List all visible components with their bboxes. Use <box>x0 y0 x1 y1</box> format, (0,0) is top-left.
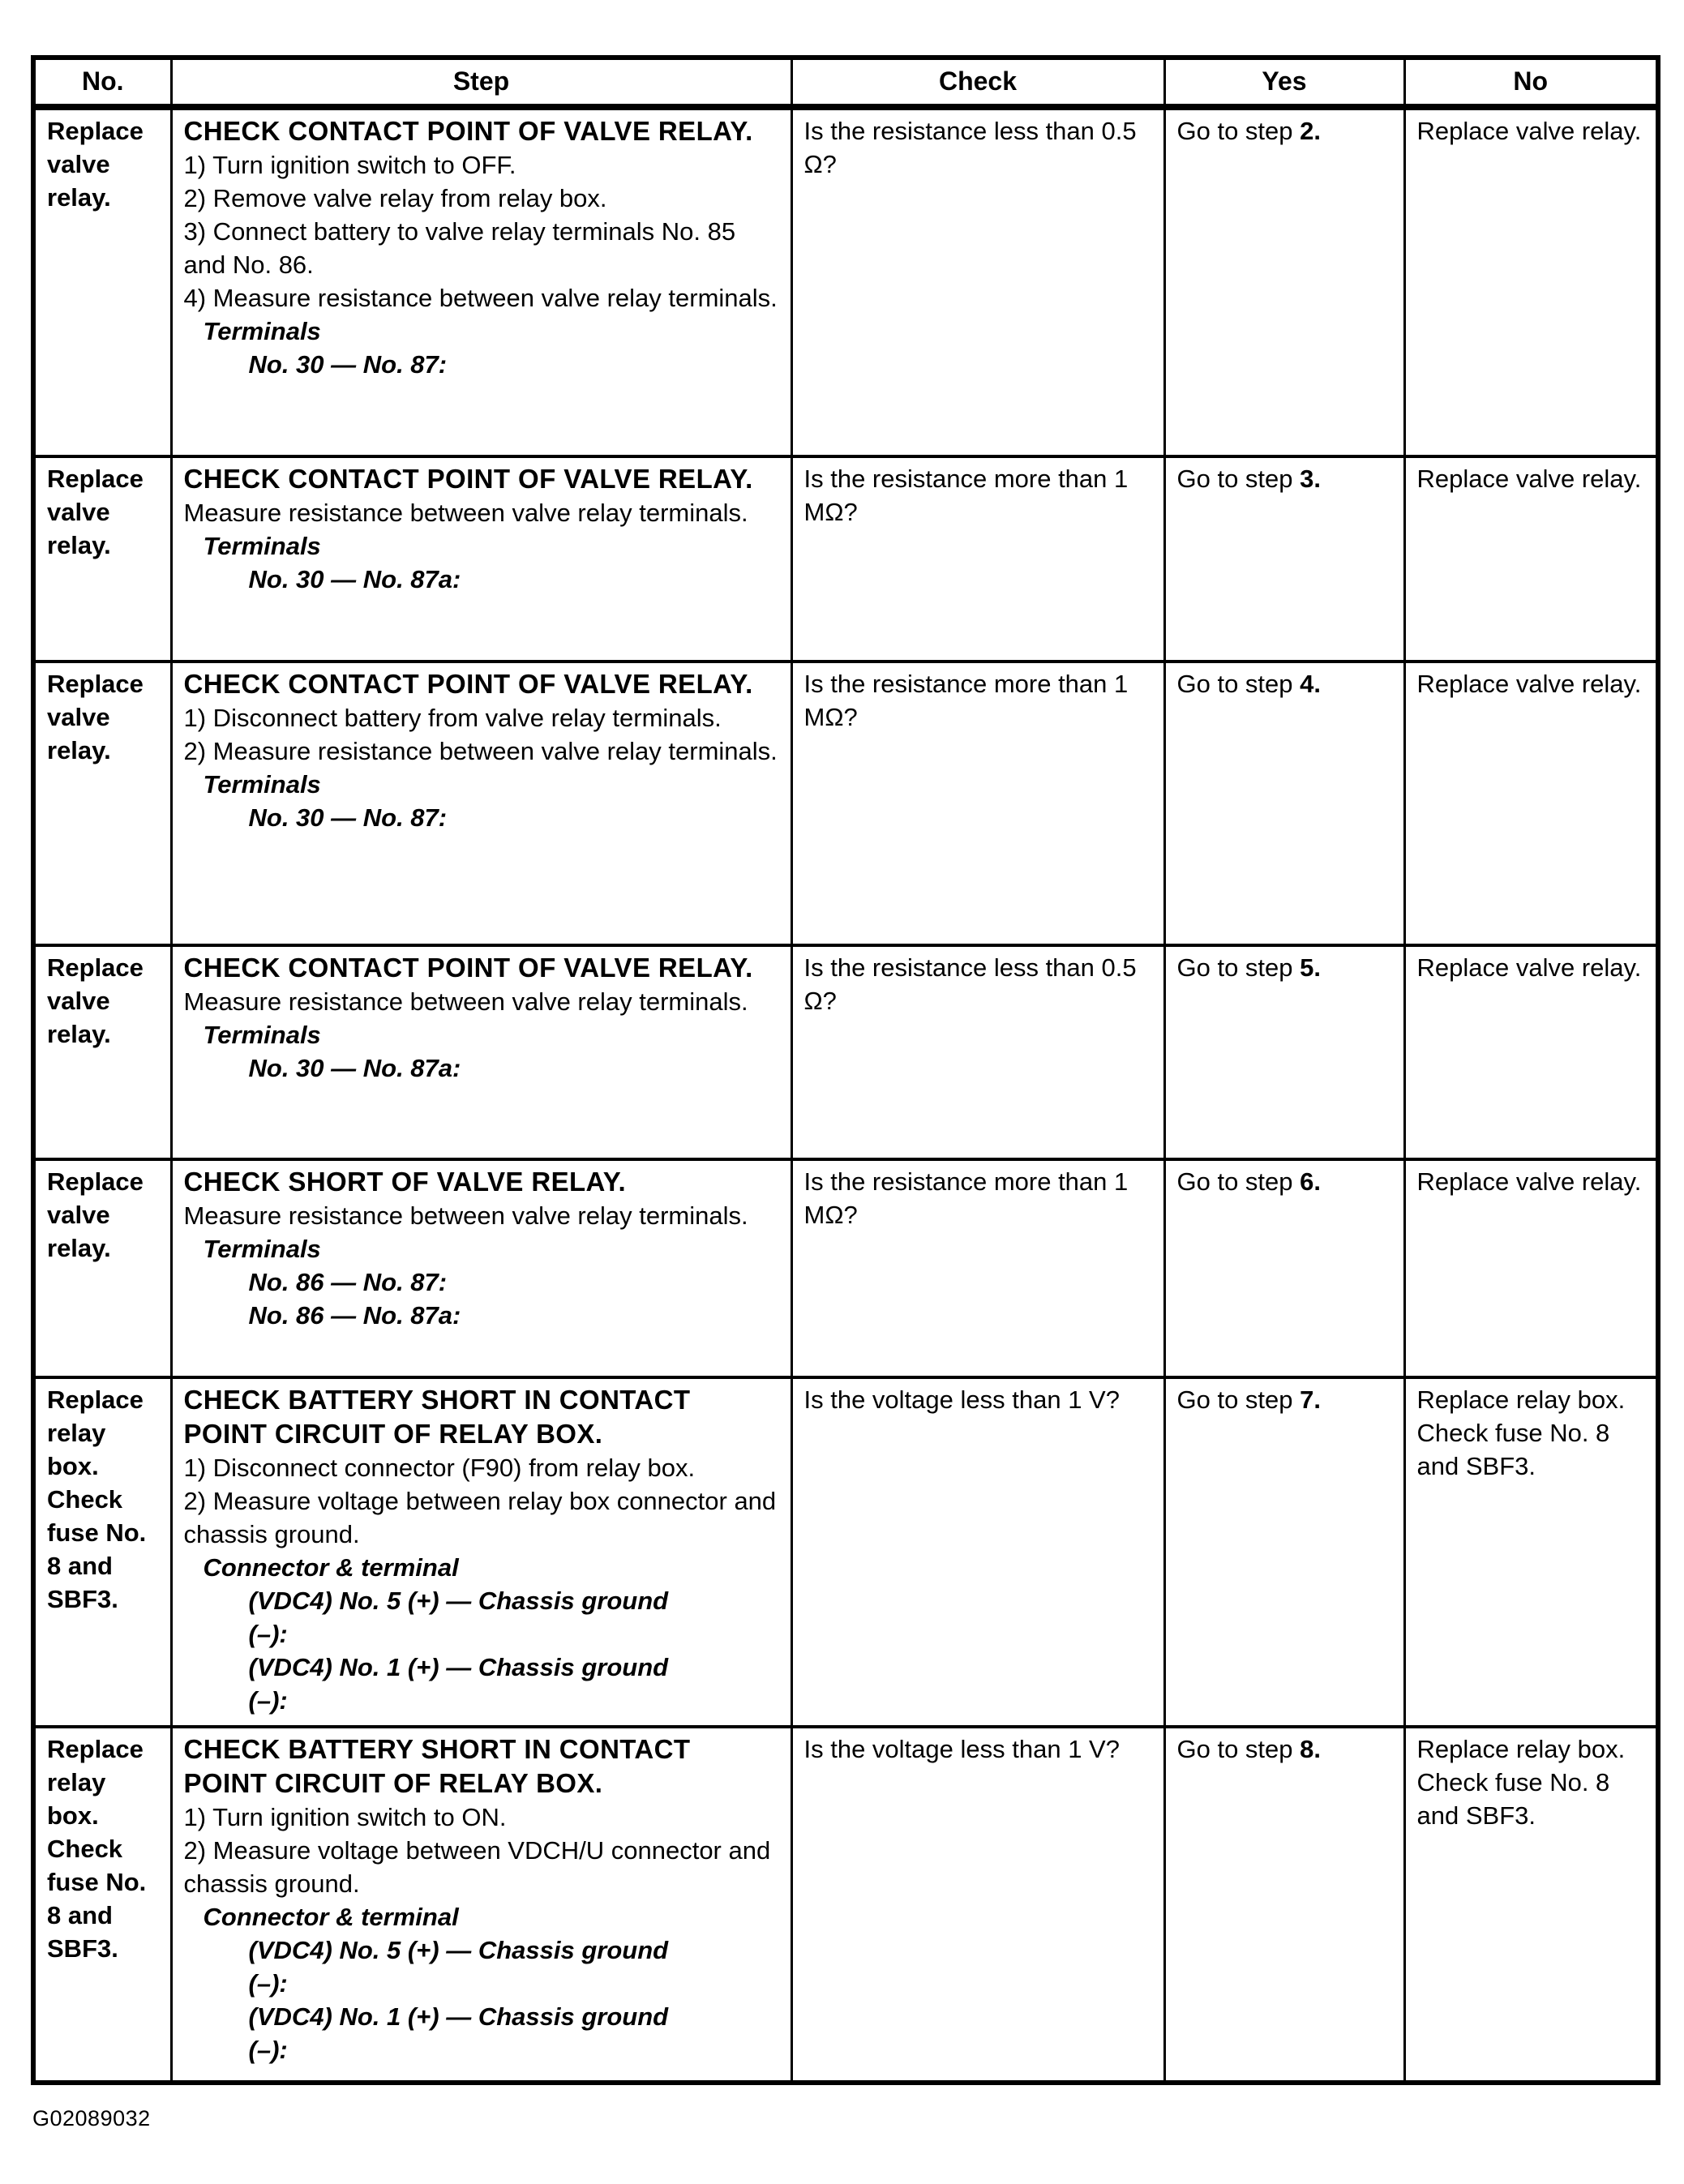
figure-code: G02089032 <box>32 2106 151 2130</box>
table-row <box>33 107 1658 456</box>
spec-line: (–): <box>248 1686 288 1715</box>
step-cell <box>171 945 791 1159</box>
spec-line: No. 30 — No. 87: <box>248 350 448 379</box>
yes-cell <box>1164 107 1404 456</box>
spec-line: (VDC4) No. 1 (+) — Chassis ground <box>248 2002 669 2031</box>
spec-line: No. 86 — No. 87a: <box>248 1301 461 1330</box>
yes-text: Go to step <box>1176 1385 1300 1414</box>
yes-cell <box>1164 1377 1404 1727</box>
check-cell: Is the resistance less than 0.5 Ω? <box>791 107 1164 456</box>
col-header-step: Step <box>171 58 791 107</box>
step-cell <box>171 1377 791 1727</box>
spec-line: (–): <box>248 1969 288 1998</box>
step-instruction: 1) Disconnect battery from valve relay terminals. <box>183 704 722 732</box>
step-instruction: 1) Turn ignition switch to ON. <box>183 1803 507 1831</box>
row-number-cell: Replace valve relay. <box>33 107 171 456</box>
table-row <box>33 945 1658 1159</box>
check-cell: Is the voltage less than 1 V? <box>791 1377 1164 1727</box>
spec-label: Terminals <box>203 1235 321 1263</box>
step-title: CHECK BATTERY SHORT IN CONTACT POINT CIRCUIT OF RELAY BOX. <box>183 1385 691 1449</box>
yes-step-number: 5. <box>1300 953 1321 982</box>
spec-line: (VDC4) No. 1 (+) — Chassis ground <box>248 1653 669 1681</box>
col-header-no-result: No <box>1404 58 1658 107</box>
yes-text: Go to step <box>1176 953 1300 982</box>
spec-line: No. 30 — No. 87a: <box>248 1054 461 1082</box>
header-row <box>33 58 1658 107</box>
table-row <box>33 1159 1658 1377</box>
step-title: CHECK CONTACT POINT OF VALVE RELAY. <box>183 116 753 146</box>
check-cell: Is the resistance more than 1 MΩ? <box>791 662 1164 945</box>
spec-line: (–): <box>248 2036 288 2064</box>
no-cell: Replace valve relay. <box>1404 945 1658 1159</box>
yes-step-number: 2. <box>1300 117 1321 145</box>
row-number-cell: Replace valve relay. <box>33 945 171 1159</box>
col-header-no: No. <box>33 58 171 107</box>
table-row <box>33 1727 1658 2083</box>
diagnostic-table <box>31 55 1660 2085</box>
yes-text: Go to step <box>1176 1167 1300 1196</box>
no-cell: Replace relay box. Check fuse No. 8 and SBF3. <box>1404 1727 1658 2083</box>
spec-label: Terminals <box>203 317 321 345</box>
check-cell: Is the resistance more than 1 MΩ? <box>791 456 1164 662</box>
spec-line: No. 30 — No. 87a: <box>248 565 461 593</box>
row-number-cell: Replace valve relay. <box>33 662 171 945</box>
yes-step-number: 8. <box>1300 1735 1321 1763</box>
yes-cell <box>1164 1727 1404 2083</box>
table-header <box>33 58 1658 107</box>
yes-text: Go to step <box>1176 1735 1300 1763</box>
spec-line: (VDC4) No. 5 (+) — Chassis ground <box>248 1587 669 1615</box>
no-cell: Replace valve relay. <box>1404 107 1658 456</box>
step-title: CHECK SHORT OF VALVE RELAY. <box>183 1167 627 1197</box>
yes-text: Go to step <box>1176 117 1300 145</box>
step-instruction: 2) Measure voltage between VDCH/U connector and chassis ground. <box>183 1836 771 1898</box>
spec-label: Connector & terminal <box>203 1553 459 1582</box>
yes-cell <box>1164 662 1404 945</box>
spec-label: Terminals <box>203 1021 321 1049</box>
spec-line: (VDC4) No. 5 (+) — Chassis ground <box>248 1936 669 1964</box>
step-instruction: Measure resistance between valve relay terminals. <box>183 1201 748 1230</box>
row-number-cell: Replace valve relay. <box>33 456 171 662</box>
step-instruction: 1) Turn ignition switch to OFF. <box>183 151 516 179</box>
spec-line: No. 30 — No. 87: <box>248 803 448 832</box>
step-title: CHECK CONTACT POINT OF VALVE RELAY. <box>183 953 753 983</box>
step-cell <box>171 456 791 662</box>
check-cell: Is the resistance less than 0.5 Ω? <box>791 945 1164 1159</box>
step-cell <box>171 662 791 945</box>
no-cell: Replace valve relay. <box>1404 1159 1658 1377</box>
no-cell: Replace relay box. Check fuse No. 8 and SBF3. <box>1404 1377 1658 1727</box>
spec-label: Terminals <box>203 770 321 799</box>
yes-cell <box>1164 456 1404 662</box>
row-number-cell: Replace relay box. Check fuse No. 8 and SBF3. <box>33 1377 171 1727</box>
step-instruction: 4) Measure resistance between valve relay terminals. <box>183 284 778 312</box>
step-cell <box>171 1727 791 2083</box>
step-instruction: 2) Remove valve relay from relay box. <box>183 184 607 212</box>
step-cell <box>171 107 791 456</box>
no-cell: Replace valve relay. <box>1404 662 1658 945</box>
row-number-cell: Replace valve relay. <box>33 1159 171 1377</box>
col-header-yes: Yes <box>1164 58 1404 107</box>
table-row <box>33 662 1658 945</box>
step-title: CHECK CONTACT POINT OF VALVE RELAY. <box>183 669 753 699</box>
yes-cell <box>1164 945 1404 1159</box>
col-header-check: Check <box>791 58 1164 107</box>
step-cell <box>171 1159 791 1377</box>
step-instruction: 2) Measure voltage between relay box connector and chassis ground. <box>183 1487 777 1548</box>
yes-cell <box>1164 1159 1404 1377</box>
row-number-cell: Replace relay box. Check fuse No. 8 and SBF3. <box>33 1727 171 2083</box>
spec-line: No. 86 — No. 87: <box>248 1268 448 1296</box>
table-row <box>33 456 1658 662</box>
check-cell: Is the resistance more than 1 MΩ? <box>791 1159 1164 1377</box>
step-title: CHECK CONTACT POINT OF VALVE RELAY. <box>183 464 753 494</box>
step-title: CHECK BATTERY SHORT IN CONTACT POINT CIRCUIT OF RELAY BOX. <box>183 1734 691 1798</box>
yes-text: Go to step <box>1176 670 1300 698</box>
yes-step-number: 4. <box>1300 670 1321 698</box>
step-instruction: Measure resistance between valve relay terminals. <box>183 987 748 1016</box>
step-instruction: 1) Disconnect connector (F90) from relay box. <box>183 1454 696 1482</box>
step-instruction: 2) Measure resistance between valve relay terminals. <box>183 737 778 765</box>
step-instruction: Measure resistance between valve relay terminals. <box>183 499 748 527</box>
yes-text: Go to step <box>1176 465 1300 493</box>
spec-label: Connector & terminal <box>203 1903 459 1931</box>
yes-step-number: 7. <box>1300 1385 1321 1414</box>
check-cell: Is the voltage less than 1 V? <box>791 1727 1164 2083</box>
table-row <box>33 1377 1658 1727</box>
spec-label: Terminals <box>203 532 321 560</box>
spec-line: (–): <box>248 1620 288 1648</box>
step-instruction: 3) Connect battery to valve relay terminals No. 85 and No. 86. <box>183 217 736 279</box>
no-cell: Replace valve relay. <box>1404 456 1658 662</box>
yes-step-number: 6. <box>1300 1167 1321 1196</box>
yes-step-number: 3. <box>1300 465 1321 493</box>
